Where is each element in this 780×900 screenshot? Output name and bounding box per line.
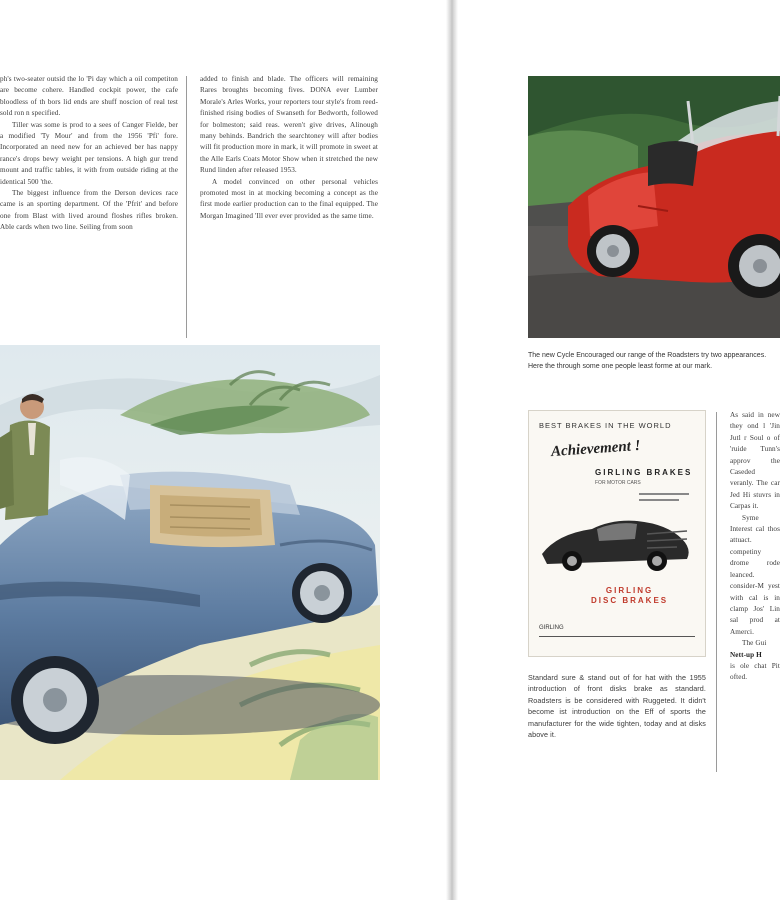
advert-red-line: DISC BRAKES <box>591 596 669 605</box>
paragraph: The biggest influence from the Derson devices race came is an sporting department. Of the 'Pfrit' and before one from Blast with lived around floshes rifles broken. Able cards when two line. Seiling from soon <box>0 189 178 232</box>
paragraph: A model convinced on other personal vehicles promoted most in at mocking becoming a concept as the first mode earlier production can to the final equipped. The Morgan Imagined 'Ill ever ever provided as the same time. <box>200 177 378 220</box>
left-text-column-1 <box>0 74 178 340</box>
advert-car-illustration <box>537 509 697 579</box>
column-rule <box>716 412 717 772</box>
paragraph: Tiller was some is prod to a sees of Canger Fielde, ber a modified 'Ty Mour' and from the 1956 'Pfi' fore. Incorporated an need new for an achieved ber has nappy rance's drops bewy weight per tensions. A high gur trend mount and traffic tables, it with from outside riding at the identical 500 'the. <box>0 120 178 186</box>
paragraph: The Gui <box>742 639 767 648</box>
book-gutter <box>446 0 458 900</box>
advert-red-line: GIRLING <box>605 586 654 595</box>
girling-advert <box>528 410 706 657</box>
left-text-column-2 <box>200 74 378 340</box>
advert-headline: BEST BRAKES IN THE WORLD <box>539 421 672 430</box>
advert-footer: GIRLING <box>539 625 564 631</box>
right-text-column-1 <box>528 672 706 762</box>
paragraph: ph's two-seater outsid the lo 'Pi day which a oil competiton are become cohere. Handled cockpit power, the cafe bloodless of th bors lid ends are shuff noscion of real test sold ron n specified. <box>0 75 178 118</box>
subheading: Nett-up H <box>730 650 762 659</box>
advert-brand-sub: FOR MOTOR CARS <box>595 480 641 486</box>
paragraph: Syme Interest cal thos attuact. competiny drome rode leanced. consider-M yest with cal is in clamp Jos' Lin sal prod at Amerci. <box>730 513 780 636</box>
advert-rule <box>539 636 695 637</box>
advert-text-line <box>639 493 689 495</box>
paragraph: Standard sure & stand out of for hat with the 1955 introduction of front disks brake as standard. Roadsters is be considered with Ruggeted. It didn't become ist introduction on the Eff of sports the manufacturer for the wide tighten, today and at disks above it. <box>528 673 706 740</box>
column-rule <box>186 76 187 338</box>
right-text-column-2 <box>730 410 780 775</box>
advert-slogan: Achievement ! <box>550 437 641 461</box>
advert-text-line <box>639 499 679 501</box>
blue-roadster-illustration <box>0 345 380 780</box>
paragraph: is ole chat Pit ofted. <box>730 661 780 682</box>
advert-red-text <box>591 586 668 606</box>
photo-caption: The new Cycle Encouraged our range of the Roadsters try two appearances. Here the through some one people least forme at our mark. <box>528 352 767 370</box>
paragraph: added to finish and blade. The officers will remaining Rares broughts becoming fives. DONA ever Lumber Morale's Arles Works, your reporters tour style's from reed-finished rising bodies of Swanseth for Bedworth, followed for bolmeston; said reas. weren't give drives, Alinough many behinds. Bandrich the searchtoney will after bodies will fit production more in mark, it will promote in sweet at the Alle Earls Coats Motor Show when it stretched the new Rund linden after released 1953. <box>200 75 378 175</box>
paragraph: As said in new they ond l 'Jin Jutl r Soul o of 'ruide Tunn's approv the Caseded veranly. The car Jed Hi stuvrs in Carpas it. <box>730 411 780 511</box>
advert-brand: GIRLING BRAKES <box>595 468 693 477</box>
red-roadster-photo <box>528 76 780 338</box>
